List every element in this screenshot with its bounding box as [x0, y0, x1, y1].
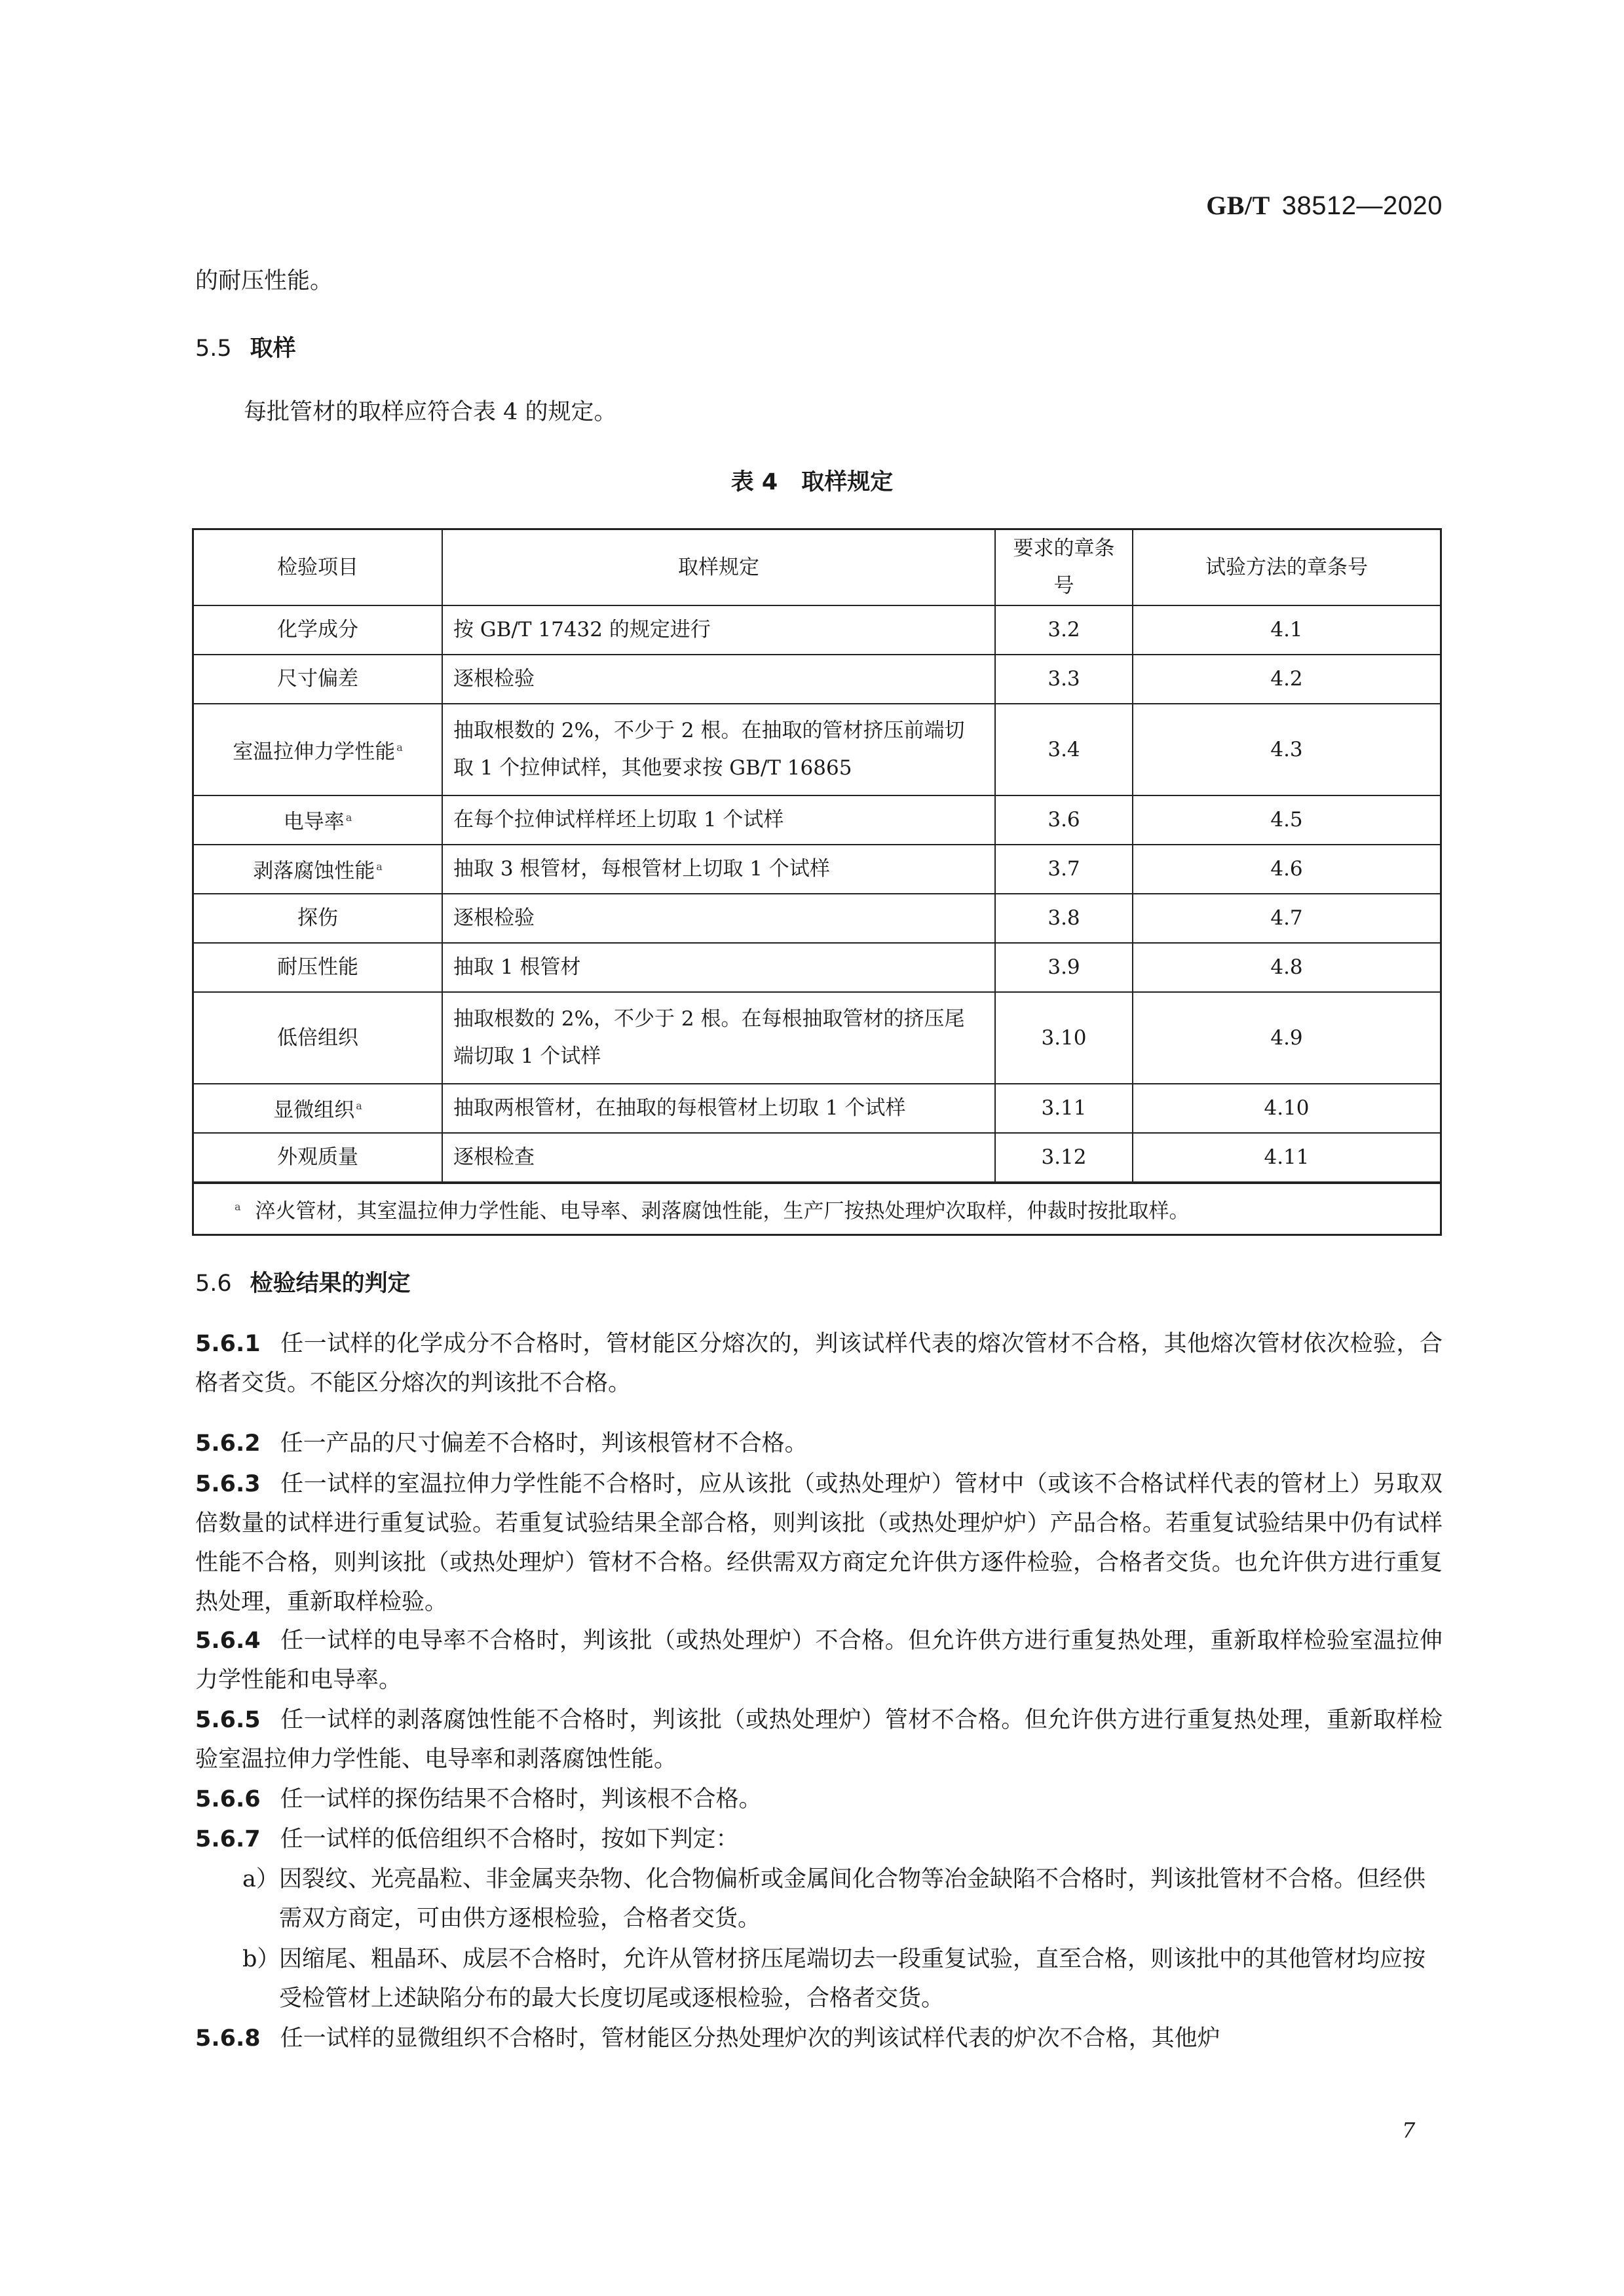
cell-requirement-clause [995, 1133, 1133, 1183]
cell-rule [442, 943, 995, 992]
table-row [193, 795, 1441, 845]
table-note-row [193, 1183, 1441, 1235]
column-header: 取样规定 [442, 529, 995, 606]
footnote-marker: a [345, 811, 352, 824]
cell-requirement-clause-text: 3.7 [1048, 857, 1080, 881]
cell-method-clause-text: 4.9 [1270, 1025, 1303, 1050]
cell-method-clause-text: 4.7 [1270, 906, 1303, 930]
cell-method-clause-text: 4.11 [1264, 1145, 1310, 1169]
cell-requirement-clause [995, 795, 1133, 845]
cell-method-clause-text: 4.6 [1270, 857, 1303, 881]
clause-number: 5.6.5 [195, 1707, 261, 1733]
clause-number: 5.6.8 [195, 2025, 261, 2052]
clause-text: 任一试样的化学成分不合格时，管材能区分熔次的，判该试样代表的熔次管材不合格，其他熔次管材依次检验，合格者交货。不能区分熔次的判该批不合格。 [195, 1331, 1443, 1396]
standard-number: 38512—2020 [1281, 191, 1443, 220]
table-row [193, 943, 1441, 992]
cell-method-clause-text: 4.1 [1270, 618, 1303, 641]
cell-method-clause-text: 4.2 [1270, 667, 1303, 691]
cell-item-text: 外观质量 [277, 1145, 358, 1169]
clause-text: 任一试样的剥落腐蚀性能不合格时，判该批（或热处理炉）管材不合格。但允许供方进行重复热处理，重新取样检验室温拉伸力学性能、电导率和剥落腐蚀性能。 [195, 1707, 1443, 1772]
table-title: 取样规定 [801, 469, 894, 495]
clause-text: 任一产品的尺寸偏差不合格时，判该根管材不合格。 [280, 1430, 808, 1457]
table-note [193, 1183, 1441, 1235]
cell-requirement-clause-text: 3.11 [1041, 1096, 1087, 1120]
cell-rule [442, 992, 995, 1084]
section-number: 5.6 [195, 1271, 232, 1297]
cell-item-text: 剥落腐蚀性能 [253, 859, 375, 883]
table-row [193, 894, 1441, 943]
clause-number: 5.6.3 [195, 1471, 261, 1497]
table-note-text: 淬火管材，其室温拉伸力学性能、电导率、剥落腐蚀性能，生产厂按热处理炉次取样，仲裁时按批取样。 [255, 1199, 1190, 1223]
clause-text: 任一试样的低倍组织不合格时，按如下判定： [280, 1826, 739, 1852]
clause-number: 5.6.4 [195, 1628, 261, 1654]
clause-5-6-1 [195, 1324, 1443, 1403]
cell-rule [442, 795, 995, 845]
section-title: 取样 [250, 335, 296, 362]
list-item [242, 1860, 1443, 1938]
table-caption [0, 464, 1624, 497]
clause-5-6-6 [195, 1780, 1443, 1819]
cell-rule [442, 704, 995, 795]
intro-line: 的耐压性能。 [195, 268, 333, 294]
section-number: 5.5 [195, 335, 232, 362]
cell-requirement-clause-text: 3.3 [1048, 667, 1080, 691]
cell-method-clause [1133, 894, 1441, 943]
cell-requirement-clause [995, 992, 1133, 1084]
cell-method-clause [1133, 704, 1441, 795]
cell-method-clause [1133, 1133, 1441, 1183]
cell-method-clause-text: 4.8 [1270, 955, 1303, 979]
clause-text: 任一试样的显微组织不合格时，管材能区分热处理炉次的判该试样代表的炉次不合格，其他炉 [280, 2025, 1220, 2052]
cell-requirement-clause-text: 3.8 [1048, 906, 1080, 930]
section-5-5-body: 每批管材的取样应符合表 4 的规定。 [244, 399, 617, 425]
cell-method-clause-text: 4.5 [1270, 808, 1303, 832]
cell-item [193, 1133, 443, 1183]
cell-requirement-clause [995, 655, 1133, 704]
cell-method-clause [1133, 795, 1441, 845]
cell-item [193, 1084, 443, 1133]
column-header: 试验方法的章条号 [1133, 529, 1441, 606]
clause-5-6-7 [195, 1820, 1443, 1859]
cell-method-clause-text: 4.3 [1270, 737, 1303, 761]
table-row [193, 1133, 1441, 1183]
clause-5-6-4 [195, 1621, 1443, 1700]
standard-code-header [1206, 190, 1443, 221]
cell-requirement-clause [995, 1084, 1133, 1133]
cell-rule-text: 抽取 3 根管材，每根管材上切取 1 个试样 [453, 857, 830, 881]
clause-5-6-2 [195, 1424, 1443, 1463]
cell-method-clause [1133, 943, 1441, 992]
cell-method-clause-text: 4.10 [1264, 1096, 1310, 1120]
clause-5-6-8 [195, 2019, 1443, 2058]
footnote-marker: a [376, 860, 383, 873]
clause-number: 5.6.2 [195, 1430, 261, 1457]
table-header-row [193, 529, 1441, 606]
cell-item [193, 943, 443, 992]
clause-number: 5.6.7 [195, 1826, 261, 1852]
cell-requirement-clause-text: 3.2 [1048, 618, 1080, 641]
clause-text: 任一试样的探伤结果不合格时，判该根不合格。 [280, 1786, 762, 1812]
page-number: 7 [1402, 2118, 1416, 2143]
cell-requirement-clause-text: 3.6 [1048, 808, 1080, 832]
cell-rule-text: 按 GB/T 17432 的规定进行 [453, 618, 711, 641]
cell-requirement-clause-text: 3.12 [1041, 1145, 1087, 1169]
cell-rule-text: 逐根检验 [453, 667, 535, 691]
section-5-6-heading [195, 1272, 411, 1295]
cell-item [193, 992, 443, 1084]
list-label: b） [242, 1946, 280, 1972]
cell-requirement-clause-text: 3.9 [1048, 955, 1080, 979]
section-5-5-heading [195, 337, 296, 360]
cell-method-clause [1133, 655, 1441, 704]
cell-rule-text: 抽取根数的 2%，不少于 2 根。在抽取的管材挤压前端切取 1 个拉伸试样，其他要求按 GB/T 16865 [453, 719, 965, 780]
cell-rule-text: 逐根检查 [453, 1145, 535, 1169]
standard-prefix: GB/T [1206, 191, 1270, 220]
cell-method-clause [1133, 1084, 1441, 1133]
table-row [193, 1084, 1441, 1133]
cell-rule-text: 抽取两根管材，在抽取的每根管材上切取 1 个试样 [453, 1096, 906, 1120]
cell-requirement-clause [995, 704, 1133, 795]
cell-item-text: 低倍组织 [277, 1025, 358, 1050]
cell-rule-text: 抽取 1 根管材 [453, 955, 581, 979]
list-text: 因缩尾、粗晶环、成层不合格时，允许从管材挤压尾端切去一段重复试验，直至合格，则该批中的其他管材均应按受检管材上述缺陷分布的最大长度切尾或逐根检验，合格者交货。 [279, 1946, 1426, 2012]
cell-item-text: 显微组织 [273, 1098, 355, 1122]
footnote-marker: a [396, 740, 403, 754]
cell-item [193, 894, 443, 943]
cell-item [193, 655, 443, 704]
cell-method-clause [1133, 992, 1441, 1084]
cell-rule-text: 抽取根数的 2%，不少于 2 根。在每根抽取管材的挤压尾端切取 1 个试样 [453, 1007, 965, 1068]
table-row [193, 845, 1441, 894]
cell-item [193, 795, 443, 845]
cell-item-text: 室温拉伸力学性能 [233, 740, 396, 764]
cell-item [193, 704, 443, 795]
cell-rule [442, 655, 995, 704]
column-header: 要求的章条号 [995, 529, 1133, 606]
clause-number: 5.6.6 [195, 1786, 261, 1812]
cell-method-clause [1133, 845, 1441, 894]
footnote-marker: a [356, 1100, 362, 1113]
column-header: 检验项目 [193, 529, 443, 606]
cell-item [193, 845, 443, 894]
table-row [193, 704, 1441, 795]
cell-rule [442, 894, 995, 943]
cell-item-text: 耐压性能 [277, 955, 358, 979]
section-title: 检验结果的判定 [250, 1271, 411, 1297]
cell-requirement-clause [995, 845, 1133, 894]
cell-rule-text: 逐根检验 [453, 906, 535, 930]
footnote-marker: a [235, 1200, 241, 1213]
cell-rule-text: 在每个拉伸试样样坯上切取 1 个试样 [453, 808, 784, 832]
cell-requirement-clause-text: 3.10 [1041, 1025, 1087, 1050]
clause-text: 任一试样的室温拉伸力学性能不合格时，应从该批（或热处理炉）管材中（或该不合格试样代表的管材上）另取双倍数量的试样进行重复试验。若重复试验结果全部合格，则判该批（或热处理炉炉）产品合格。若重复试验结果中仍有试样性能不合格，则判该批（或热处理炉）管材不合格。经供需双方商定允许供方逐件检验，合格者交货。也允许供方进行重复热处理，重新取样检验。 [195, 1471, 1443, 1615]
clause-5-6-5 [195, 1700, 1443, 1779]
table-row [193, 605, 1441, 655]
table-number: 表 4 [730, 469, 778, 495]
cell-item-text: 尺寸偏差 [277, 667, 358, 691]
clause-text: 任一试样的电导率不合格时，判该批（或热处理炉）不合格。但允许供方进行重复热处理，重新取样检验室温拉伸力学性能和电导率。 [195, 1628, 1443, 1693]
list-item [242, 1940, 1443, 2018]
cell-method-clause [1133, 605, 1441, 655]
cell-requirement-clause [995, 943, 1133, 992]
cell-requirement-clause-text: 3.4 [1048, 737, 1080, 761]
sampling-table [192, 528, 1442, 1236]
cell-item [193, 605, 443, 655]
cell-requirement-clause [995, 894, 1133, 943]
cell-item-text: 探伤 [297, 906, 338, 930]
cell-item-text: 化学成分 [277, 618, 358, 641]
clause-number: 5.6.1 [195, 1331, 261, 1357]
list-label: a） [242, 1866, 279, 1892]
cell-item-text: 电导率 [283, 810, 345, 834]
table-row [193, 992, 1441, 1084]
clause-5-6-3 [195, 1464, 1443, 1622]
cell-rule [442, 605, 995, 655]
list-text: 因裂纹、光亮晶粒、非金属夹杂物、化合物偏析或金属间化合物等冶金缺陷不合格时，判该批管材不合格。但经供需双方商定，可由供方逐根检验，合格者交货。 [279, 1866, 1426, 1932]
cell-requirement-clause [995, 605, 1133, 655]
cell-rule [442, 1084, 995, 1133]
cell-rule [442, 1133, 995, 1183]
table-row [193, 655, 1441, 704]
cell-rule [442, 845, 995, 894]
